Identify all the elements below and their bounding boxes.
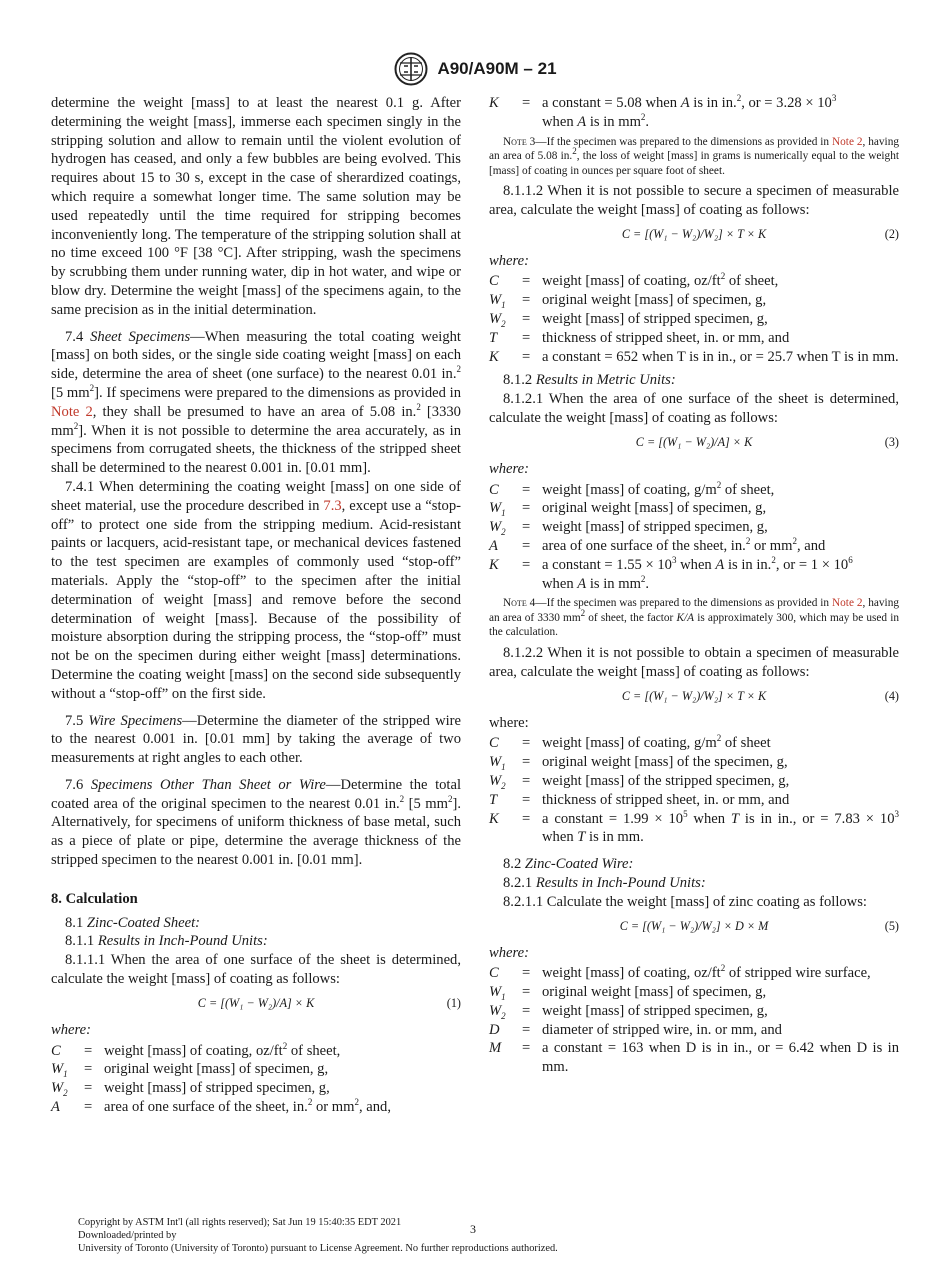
definitions-eq4: C = weight [mass] of coating, $g/m^2$ of sheet $W_1$ = original weight [mass] of the specimen, g, $W_2$ = weight [mass] of the stripped specimen, g, T = thickness of stripped sheet, in. or mm, and K = a constant = $1.99 \times 10^5$ when T is in in., or = $7.83 \times 10^3$ when T is in mm. — [489, 733, 899, 846]
document-designation: A90/A90M – 21 — [437, 59, 557, 78]
definitions-eq3: C = weight [mass] of coating, $g/m^2$ of sheet, $W_1$ = original weight [mass] of specimen, g, $W_2$ = weight [mass] of stripped specimen, g, A = area of one surface of the sheet, in.$^2$ or $mm^2$, and K = a constant = $1.55 \times 10^3$ when A is in in.$^2$, or = $1 \times 10^6$ when A is in $mm^2$. — [489, 479, 853, 592]
where-label: where: — [489, 252, 529, 269]
footer-line-3: University of Toronto (University of Toronto) pursuant to License Agreement. No further reproductions authorized. — [78, 1243, 558, 1254]
equation-3-number: (3) — [884, 434, 899, 449]
note-4: Note 4—If the specimen was prepared to the dimensions as provided in Note 2, having an area of 3330 $mm^2$ of sheet, the factor K/A is approximately 300, which may be used in the calculation. — [489, 597, 899, 639]
paragraph-7-5: 7.5 Wire Specimens—Determine the diameter of the stripped wire to the nearest 0.001 in. [0.01 mm] by taking the average of two measurements at right angles to each other. — [51, 712, 461, 767]
where-label: where: — [51, 1021, 91, 1038]
footer-line-2: Downloaded/printed by — [78, 1230, 177, 1241]
right-column — [489, 94, 899, 1077]
equation-5-number: (5) — [884, 918, 899, 933]
where-label: where: — [489, 460, 529, 477]
paragraph-7-3-continued: determine the weight [mass] to at least the nearest 0.1 g. After determining the weight [mass], immerse each specimen singly in the stripping solution and allow to remain until the violent evolution of hydrogen has ceased, and only a few bubbles are being evolved. This requires about 15 to 30 s, except in the case of sherardized coatings, which require a somewhat longer time. The same solution may be used repeatedly until the time required for stripping becomes inconveniently long. The temperature of the stripping solution shall at no time exceed 100 °F [38 °C]. After stripping, wash the specimens by scrubbing them under running water, dip in hot water, and wipe or blow dry. Determine the weight [mass] of the specimens again, to the same precision as in the initial determination. — [51, 95, 461, 318]
section-8-2-heading: 8.2 Zinc-Coated Wire: — [503, 856, 634, 873]
definitions-eq2: C = weight [mass] of coating, $oz/ft^2$ of sheet, $W_1$ = original weight [mass] of specimen, g, $W_2$ = weight [mass] of stripped specimen, g, T = thickness of stripped sheet, in. or mm, and K = a constant = 652 when T is in in., or = 25.7 when T is in mm. — [489, 271, 899, 365]
page-header — [0, 52, 950, 86]
equation-4-number: (4) — [884, 688, 899, 703]
equation-2-expression: C = [(W₁ − W₂)/W₂] × T × K — [621, 226, 767, 241]
equation-1-number: (1) — [446, 995, 461, 1010]
page-number: 3 — [470, 1222, 476, 1236]
copyright-footer — [78, 1216, 678, 1255]
equation-1-expression: C = [(W₁ − W₂)/A] × K — [197, 995, 315, 1010]
paragraph-8-1-2-1: 8.1.2.1 When the area of one surface of the sheet is determined, calculate the weight [mass] of coating as follows: — [489, 391, 899, 427]
paragraph-8-2-1-1: 8.2.1.1 Calculate the weight [mass] of zinc coating as follows: — [503, 893, 867, 910]
footer-line-1: Copyright by ASTM Int'l (all rights reserved); Sat Jun 19 15:40:35 EDT 2021 — [78, 1217, 402, 1228]
note-2-link[interactable]: Note 2 — [832, 135, 863, 148]
equation-2-number: (2) — [884, 226, 899, 241]
paragraph-7-6: 7.6 Specimens Other Than Sheet or Wire—Determine the total coated area of the original specimen to the nearest 0.01 in.$^2$ [5 $mm^2$]. Alternatively, for specimens of uniform thickness of base metal, such as a piece of plate or pipe, determine the average thickness of the stripped specimen to the nearest 0.001 in. [0.01 mm]. — [51, 776, 462, 869]
paragraph-8-1-1-1: 8.1.1.1 When the area of one surface of the sheet is determined, calculate the weight [mass] of coating as follows: — [51, 952, 461, 988]
note-2-link[interactable]: Note 2 — [51, 403, 93, 420]
note-2-link[interactable]: Note 2 — [832, 597, 863, 610]
where-label: where: — [489, 944, 529, 961]
equation-2 — [489, 220, 899, 246]
equation-4 — [489, 682, 899, 708]
left-column — [51, 94, 461, 1117]
section-8-2-1-heading: 8.2.1 Results in Inch-Pound Units: — [503, 874, 706, 891]
paragraph-7-4: 7.4 Sheet Specimens—When measuring the total coating weight [mass] on both sides, or the single side coating weight [mass] on each side, determine the area of sheet (one surface) to the nearest 0.01 in.$^2$ [5 $mm^2$]. If specimens were prepared to the dimensions as provided in Note 2, they shall be presumed to have an area of 5.08 in.$^2$ [3330 $mm^2$]. When it is not possible to determine the area accurately, as in specimens from corrugated sheets, the thickness of the stripped sheet shall be determined to the nearest 0.001 in. [0.01 mm]. — [51, 328, 461, 477]
note-3: Note 3—If the specimen was prepared to the dimensions as provided in Note 2, having an area of 5.08 in.$^2$, the loss of weight [mass] in grams is numerically equal to the weight [mass] of coating in ounces per square foot of sheet. — [489, 135, 899, 177]
equation-4-expression: C = [(W₁ − W₂)/W₂] × T × K — [621, 688, 767, 703]
section-8-1-1-heading: 8.1.1 Results in Inch-Pound Units: — [65, 933, 268, 950]
astm-logo — [393, 52, 429, 86]
section-8-1-2-heading: 8.1.2 Results in Metric Units: — [503, 372, 676, 389]
equation-3-expression: C = [(W₁ − W₂)/A] × K — [635, 434, 753, 449]
paragraph-7-4-1: 7.4.1 When determining the coating weight [mass] on one side of sheet material, use the procedure described in 7.3, except use a “stop-off” to protect one side from the stripping medium. Acid-resistant paints or lacquers, acid-resistant tape, or mechanical devices fastened to the test specimen are examples of commonly used “stop-off” materials. Apply the “stop-off” to the specimen after the initial determination of weight [mass] and remove before the second determination of weight [mass]. Because of the possibility of moisture absorption during the stripping process, the “stop-off” must not be on the specimen during either weight [mass] determinations. Determine the coating weight [mass] on the second side subsequently without a “stop-off” on the first side. — [51, 478, 461, 702]
section-8-heading: 8. Calculation — [51, 890, 138, 907]
equation-1 — [51, 989, 461, 1015]
paragraph-8-1-2-2: 8.1.2.2 When it is not possible to obtain a specimen of measurable area, calculate the weight [mass] of coating as follows: — [489, 644, 899, 680]
section-7-3-link[interactable]: 7.3 — [323, 497, 342, 514]
definitions-eq1: C = weight [mass] of coating, $oz/ft^2$ of sheet, $W_1$ = original weight [mass] of specimen, g, $W_2$ = weight [mass] of stripped specimen, g, A = area of one surface of the sheet, in.$^2$ or $mm^2$, and, — [51, 1040, 392, 1116]
definitions-eq5: C = weight [mass] of coating, $oz/ft^2$ of stripped wire surface, $W_1$ = original weight [mass] of specimen, g, $W_2$ = weight [mass] of stripped specimen, g, D = diameter of stripped wire, in. or mm, and M = a constant = 163 when D is in in., or = 6.42 when D is in mm. — [489, 963, 899, 1076]
section-8-1-heading: 8.1 Zinc-Coated Sheet: — [65, 914, 200, 931]
where-label: where: — [489, 714, 529, 731]
definitions-eq1-k: K = a constant = 5.08 when A is in in.$^2$, or = $3.28 \times 10^3$ when A is in $mm^2$. — [489, 93, 837, 130]
equation-5-expression: C = [(W₁ − W₂)/W₂] × D × M — [619, 918, 769, 933]
equation-3 — [489, 428, 899, 454]
equation-5 — [489, 912, 899, 938]
paragraph-8-1-1-2: 8.1.1.2 When it is not possible to secure a specimen of measurable area, calculate the weight [mass] of coating as follows: — [489, 183, 899, 218]
